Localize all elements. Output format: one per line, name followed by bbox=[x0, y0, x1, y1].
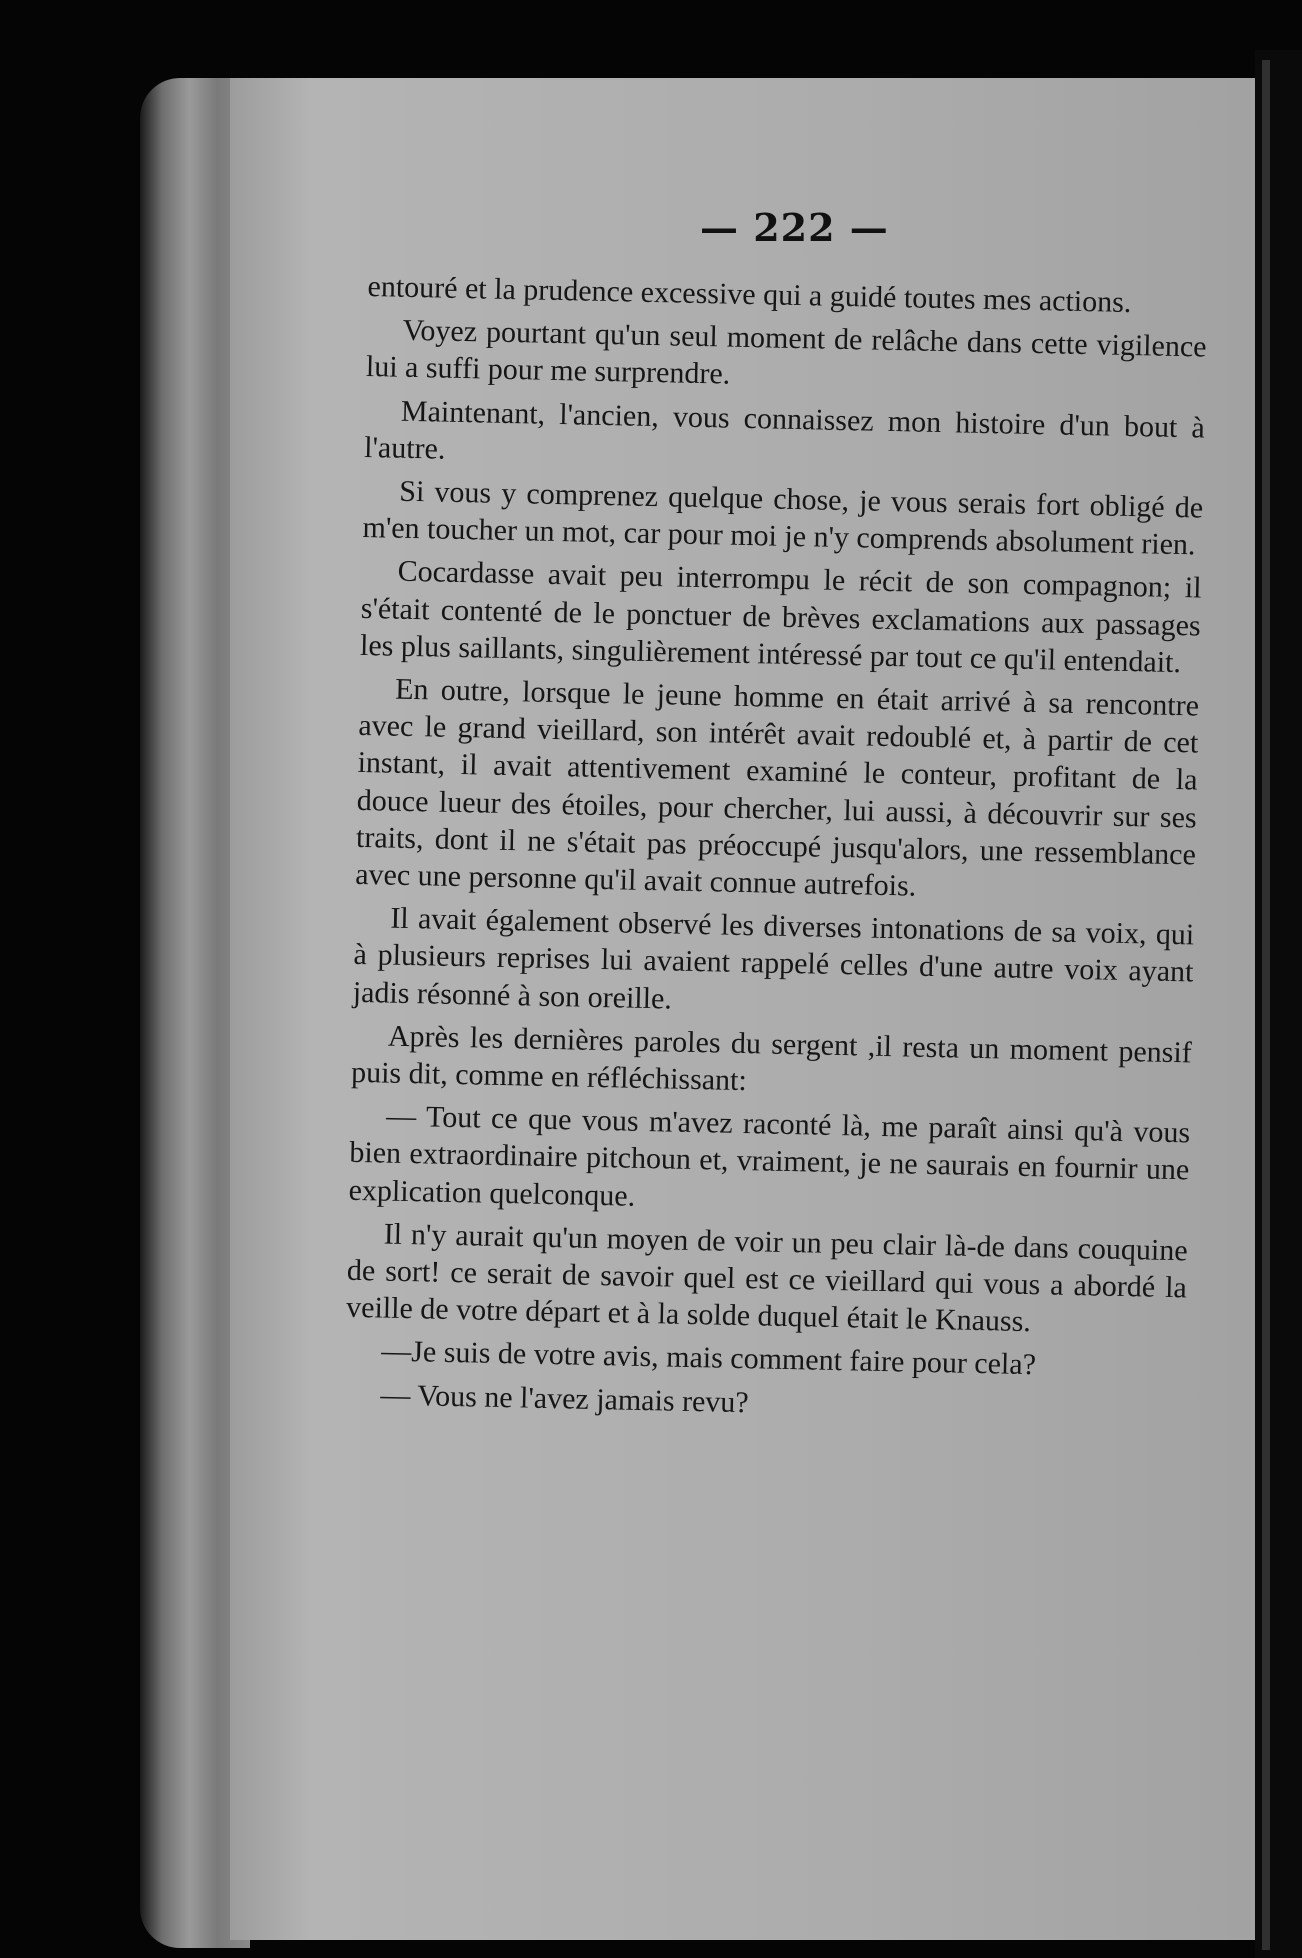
paragraph: Cocardasse avait peu interrompu le récit de son compagnon; il s'était contenté de le ponctuer de brèves exclamations aux passages les plus saillants, singulièrement intéressé par tout ce qu'il entendait. bbox=[359, 555, 1202, 679]
paragraph: entouré et la prudence excessive qui a guidé toutes mes actions. bbox=[367, 269, 1132, 319]
paragraph: Il n'y aurait qu'un moyen de voir un peu clair là-de dans couquine de sort! ce serait de savoir quel est ce vieillard qui vous a abordé la veille de votre départ et à la solde duquel était le Knauss. bbox=[345, 1217, 1188, 1339]
facing-page-edge bbox=[1262, 60, 1270, 1950]
paragraph: Après les dernières paroles du sergent ,il resta un moment pensif puis dit, comme en réfléchissant: bbox=[350, 1019, 1193, 1098]
paragraph: Si vous y comprenez quelque chose, je vous serais fort obligé de m'en toucher un mot, car pour moi je n'y comprends absolument rien. bbox=[362, 474, 1204, 562]
paragraph: En outre, lorsque le jeune homme en était arrivé à sa rencontre avec le grand vieillard, son intérêt avait redoublé et, à partir de cet instant, il avait attentivement examiné le conteur, profitant de la douce lueur des étoiles, pour chercher, lui aussi, à découvrir sur ses traits, dont il ne s'était pas préoccupé jusqu'alors, une ressemblance avec une personne qu'il avait connue autrefois. bbox=[354, 672, 1200, 903]
dialogue-paragraph: — Vous ne l'avez jamais revu? bbox=[380, 1378, 750, 1419]
dialogue-paragraph: —Je suis de votre avis, mais comment faire pour cela? bbox=[380, 1335, 1037, 1382]
dialogue-paragraph: — Tout ce que vous m'avez raconté là, me paraît ainsi qu'à vous bien extraordinaire pitchoun et, vraiment, je ne saurais en fournir une explication quelconque. bbox=[348, 1099, 1191, 1213]
body-text bbox=[344, 268, 1208, 1436]
page-number: — 222 — bbox=[700, 205, 889, 250]
paragraph: Voyez pourtant qu'un seul moment de relâche dans cette vigilence lui a suffi pour me surprendre. bbox=[365, 313, 1207, 392]
paragraph: Il avait également observé les diverses intonations de sa voix, qui à plusieurs reprises lui avaient rappelé celles d'une autre voix ayant jadis résonné à son oreille. bbox=[352, 901, 1195, 1016]
paragraph: Maintenant, l'ancien, vous connaissez mon histoire d'un bout à l'autre. bbox=[363, 394, 1206, 466]
